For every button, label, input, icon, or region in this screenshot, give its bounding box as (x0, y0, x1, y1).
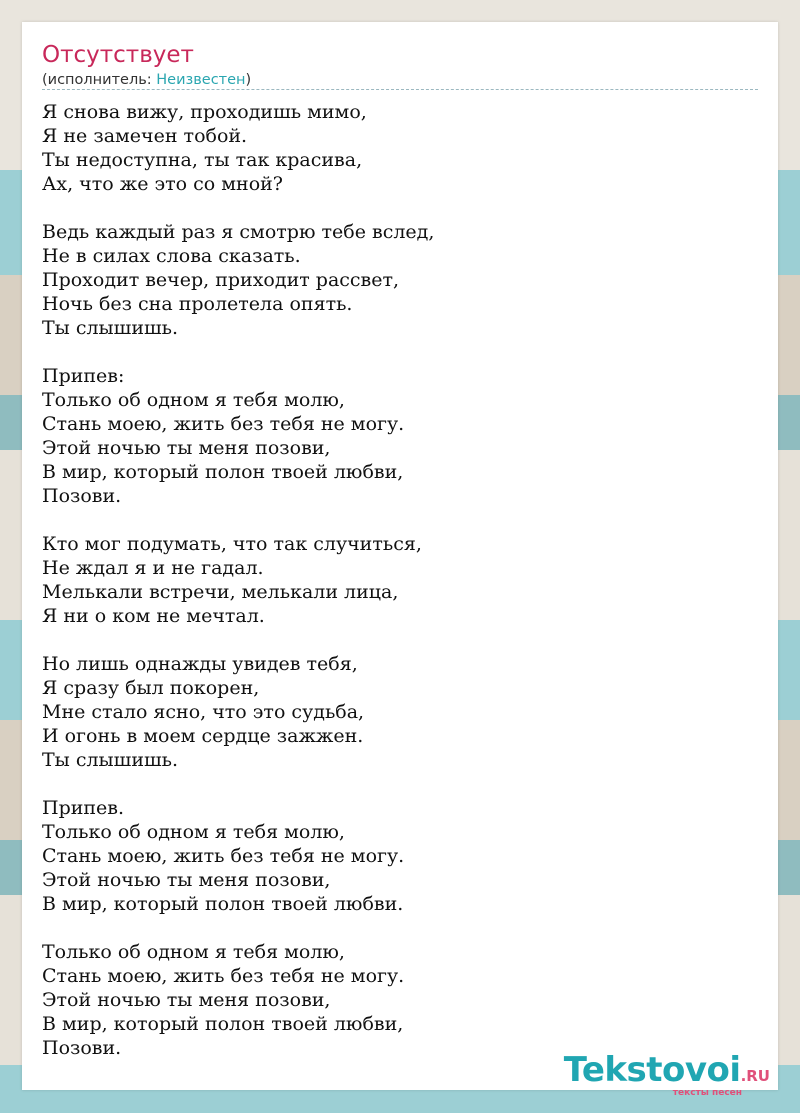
stanza-gap (42, 340, 434, 364)
artist-line (42, 72, 251, 88)
lyrics-body (42, 100, 434, 1060)
lyric-line: Ведь каждый раз я смотрю тебе вслед, (42, 221, 435, 243)
lyric-line: Стань моею, жить без тебя не могу. (42, 845, 405, 867)
stanza-gap (42, 916, 434, 940)
stanza-gap (42, 196, 434, 220)
stanza-gap (42, 508, 434, 532)
lyric-line: Этой ночью ты меня позови, (42, 437, 331, 459)
lyric-line: Позови. (42, 1037, 122, 1059)
stanza-gap (42, 628, 434, 652)
stanza-gap (42, 772, 434, 796)
lyric-line: Позови. (42, 485, 122, 507)
lyric-line: Не ждал я и не гадал. (42, 557, 264, 579)
lyric-line: И огонь в моем сердце зажжен. (42, 725, 364, 747)
lyric-line: Только об одном я тебя молю, (42, 389, 345, 411)
song-title: Отсутствует (42, 42, 194, 68)
lyric-line: Ночь без сна пролетела опять. (42, 293, 353, 315)
lyric-line: Я ни о ком не мечтал. (42, 605, 265, 627)
logo-text: Tekstovoi (563, 1050, 741, 1090)
lyric-line: Только об одном я тебя молю, (42, 821, 345, 843)
lyric-line: Ты недоступна, ты так красива, (42, 149, 363, 171)
lyric-line: Стань моею, жить без тебя не могу. (42, 413, 405, 435)
lyric-line: Я снова вижу, проходишь мимо, (42, 101, 367, 123)
lyric-line: В мир, который полон твоей любви, (42, 1013, 404, 1035)
lyric-line: Этой ночью ты меня позови, (42, 989, 331, 1011)
artist-prefix: (исполнитель: (42, 72, 157, 88)
lyric-line: Ах, что же это со мной? (42, 173, 283, 195)
lyric-line: Этой ночью ты меня позови, (42, 869, 331, 891)
lyrics-card (22, 22, 778, 1098)
artist-link[interactable]: Неизвестен (156, 72, 246, 88)
logo-tagline: тексты песен (672, 1088, 742, 1098)
lyric-line: Но лишь однажды увидев тебя, (42, 653, 358, 675)
lyric-line: Кто мог подумать, что так случиться, (42, 533, 422, 555)
lyric-line: Припев: (42, 365, 125, 387)
lyric-line: Мне стало ясно, что это судьба, (42, 701, 365, 723)
lyric-line: Припев. (42, 797, 125, 819)
site-logo[interactable] (563, 1050, 770, 1098)
lyric-line: Не в силах слова сказать. (42, 245, 301, 267)
title-divider (42, 89, 758, 90)
lyric-line: Проходит вечер, приходит рассвет, (42, 269, 400, 291)
lyric-line: Ты слышишь. (42, 317, 179, 339)
lyric-line: Только об одном я тебя молю, (42, 941, 345, 963)
artist-suffix: ) (245, 72, 252, 88)
lyric-line: В мир, который полон твоей любви. (42, 893, 404, 915)
logo-domain: .RU (740, 1067, 770, 1085)
lyric-line: Мелькали встречи, мелькали лица, (42, 581, 399, 603)
lyric-line: Стань моею, жить без тебя не могу. (42, 965, 405, 987)
lyric-line: Я не замечен тобой. (42, 125, 248, 147)
lyric-line: Ты слышишь. (42, 749, 179, 771)
lyric-line: В мир, который полон твоей любви, (42, 461, 404, 483)
lyric-line: Я сразу был покорен, (42, 677, 260, 699)
